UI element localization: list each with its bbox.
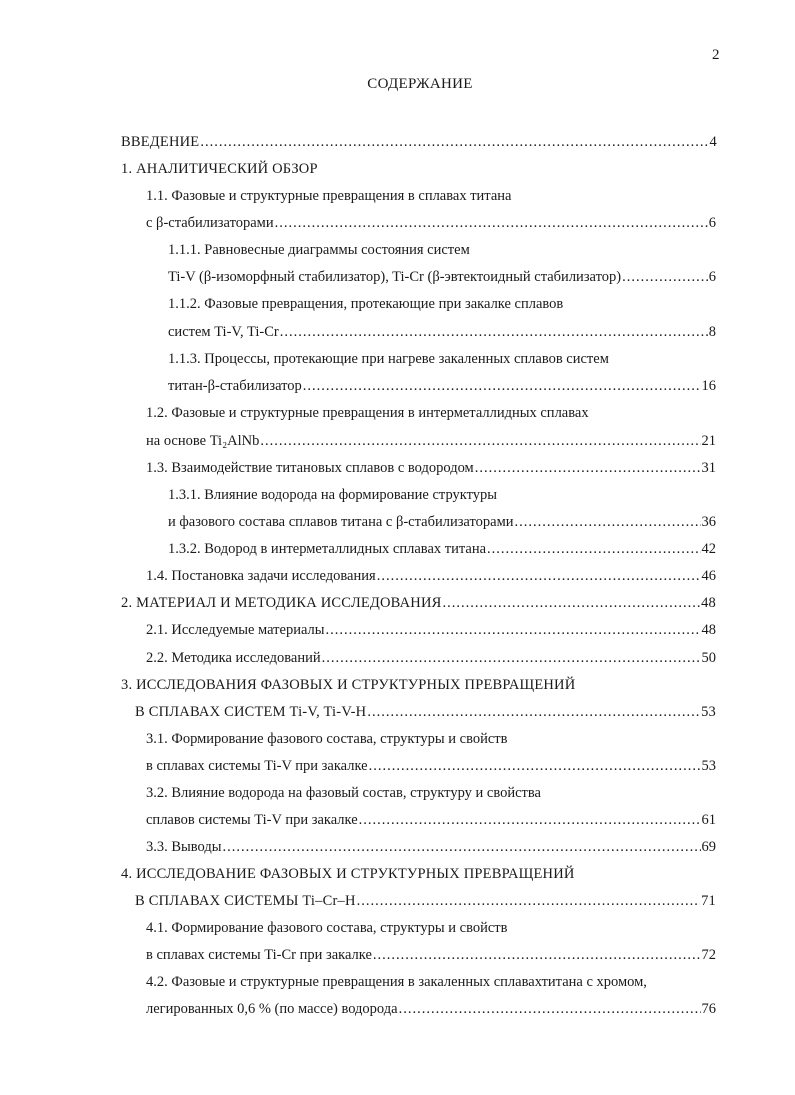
toc-entry-introduction[interactable]	[121, 133, 717, 151]
toc-entry-page: 16	[701, 378, 716, 394]
toc-leader-dots	[275, 214, 708, 232]
toc-entry-4-1-line1[interactable]	[146, 919, 508, 937]
toc-entry-page: 6	[708, 215, 716, 231]
toc-entry-2-1[interactable]	[146, 621, 716, 639]
toc-leader-dots	[487, 540, 700, 558]
toc-entry-text: 1.1. Фазовые и структурные превращения в сплавах титана	[146, 188, 512, 204]
toc-entry-chapter-2[interactable]	[121, 594, 716, 612]
toc-leader-dots	[200, 133, 708, 151]
toc-entry-page: 72	[701, 947, 716, 963]
toc-entry-text: 1.3.2. Водород в интерметаллидных сплавах титана	[168, 541, 487, 557]
toc-entry-3-1-line1[interactable]	[146, 730, 508, 748]
toc-leader-dots	[359, 811, 701, 829]
toc-entry-1-3-1-line2[interactable]	[168, 513, 716, 531]
toc-entry-1-2-line1[interactable]	[146, 404, 589, 422]
toc-leader-dots	[357, 892, 700, 910]
toc-leader-dots	[622, 268, 708, 286]
toc-entry-1-2-line2[interactable]	[146, 432, 716, 450]
toc-entry-text: и фазового состава сплавов титана с β-стабилизаторами	[168, 514, 514, 530]
toc-leader-dots	[367, 703, 700, 721]
page-title: СОДЕРЖАНИЕ	[367, 76, 473, 92]
toc-entry-text: 3.3. Выводы	[146, 839, 222, 855]
toc-entry-3-3[interactable]	[146, 838, 716, 856]
toc-entry-text: 2.2. Методика исследований	[146, 650, 321, 666]
toc-entry-page: 31	[701, 460, 716, 476]
toc-entry-text: ВВЕДЕНИЕ	[121, 134, 200, 150]
toc-leader-dots	[377, 567, 701, 585]
toc-entry-page: 48	[701, 595, 716, 611]
toc-entry-1-1-1-line2[interactable]	[168, 268, 716, 286]
toc-entry-3-2-line2[interactable]	[146, 811, 716, 829]
toc-entry-text: 4.1. Формирование фазового состава, структуры и свойств	[146, 920, 508, 936]
toc-entry-text: Ti-V (β-изоморфный стабилизатор), Ti-Cr (β-эвтектоидный стабилизатор)	[168, 269, 622, 285]
toc-leader-dots	[373, 946, 701, 964]
toc-leader-dots	[326, 621, 701, 639]
toc-leader-dots	[443, 594, 701, 612]
toc-entry-page: 50	[701, 650, 716, 666]
toc-entry-text: 1.1.1. Равновесные диаграммы состояния систем	[168, 242, 470, 258]
toc-entry-4-2-line2[interactable]	[146, 1000, 716, 1018]
toc-entry-text: 1.3.1. Влияние водорода на формирование структуры	[168, 487, 497, 503]
toc-entry-1-3[interactable]	[146, 459, 716, 477]
toc-entry-text: В СПЛАВАХ СИСТЕМ Ti-V, Ti-V-H	[135, 704, 367, 720]
toc-entry-text: 1. АНАЛИТИЧЕСКИЙ ОБЗОР	[121, 161, 318, 177]
toc-entry-text: 3. ИССЛЕДОВАНИЯ ФАЗОВЫХ И СТРУКТУРНЫХ ПРЕВРАЩЕНИЙ	[121, 677, 576, 693]
toc-leader-dots	[369, 757, 701, 775]
toc-entry-1-1-3-line2[interactable]	[168, 377, 716, 395]
toc-entry-text: 1.4. Постановка задачи исследования	[146, 568, 376, 584]
toc-entry-page: 48	[701, 622, 716, 638]
toc-leader-dots	[223, 838, 701, 856]
toc-leader-dots	[303, 377, 701, 395]
toc-leader-dots	[280, 323, 708, 341]
toc-entry-text: титан-β-стабилизатор	[168, 378, 302, 394]
toc-entry-text: 1.1.2. Фазовые превращения, протекающие при закалке сплавов	[168, 296, 564, 312]
toc-entry-text: 3.2. Влияние водорода на фазовый состав, структуру и свойства	[146, 785, 541, 801]
toc-entry-text: с β-стабилизаторами	[146, 215, 274, 231]
toc-entry-text: В СПЛАВАХ СИСТЕМЫ Ti–Cr–H	[135, 893, 356, 909]
toc-entry-text: легированных 0,6 % (по массе) водорода	[146, 1001, 398, 1017]
toc-entry-text: 1.3. Взаимодействие титановых сплавов с водородом	[146, 460, 474, 476]
toc-entry-1-1-line2[interactable]	[146, 214, 716, 232]
toc-entry-page: 21	[701, 433, 716, 449]
toc-entry-page: 42	[701, 541, 716, 557]
toc-entry-page: 53	[701, 704, 716, 720]
toc-entry-text: 1.1.3. Процессы, протекающие при нагреве закаленных сплавов систем	[168, 351, 609, 367]
toc-entry-text: 1.2. Фазовые и структурные превращения в интерметаллидных сплавах	[146, 405, 589, 421]
toc-entry-text: в сплавах системы Ti-V при закалке	[146, 758, 368, 774]
toc-entry-page: 46	[701, 568, 716, 584]
toc-entry-chapter-4-line2[interactable]	[135, 892, 716, 910]
toc-entry-chapter-3-line1[interactable]	[121, 676, 575, 694]
toc-leader-dots	[322, 649, 701, 667]
toc-entry-page: 76	[701, 1001, 716, 1017]
toc-entry-page: 53	[701, 758, 716, 774]
toc-entry-1-1-3-line1[interactable]	[168, 350, 609, 368]
toc-entry-4-2-line1[interactable]	[146, 973, 647, 991]
toc-entry-text: сплавов системы Ti-V при закалке	[146, 812, 358, 828]
toc-entry-3-2-line1[interactable]	[146, 784, 541, 802]
toc-entry-1-4[interactable]	[146, 567, 716, 585]
toc-entry-text: 3.1. Формирование фазового состава, структуры и свойств	[146, 731, 508, 747]
toc-entry-1-1-2-line1[interactable]	[168, 295, 563, 313]
toc-entry-text: в сплавах системы Ti-Cr при закалке	[146, 947, 372, 963]
toc-entry-page: 8	[708, 324, 716, 340]
toc-entry-page: 61	[701, 812, 716, 828]
toc-entry-text: 2.1. Исследуемые материалы	[146, 622, 325, 638]
toc-leader-dots	[260, 432, 700, 450]
toc-entry-chapter-3-line2[interactable]	[135, 703, 716, 721]
toc-entry-text: на основе Ti₂AlNb	[146, 433, 260, 449]
toc-entry-1-3-2[interactable]	[168, 540, 716, 558]
toc-entry-chapter-1[interactable]	[121, 160, 318, 178]
toc-entry-page: 4	[709, 134, 717, 150]
toc-entry-text: 2. МАТЕРИАЛ И МЕТОДИКА ИССЛЕДОВАНИЯ	[121, 595, 442, 611]
toc-entry-text: 4. ИССЛЕДОВАНИЕ ФАЗОВЫХ И СТРУКТУРНЫХ ПРЕВРАЩЕНИЙ	[121, 866, 575, 882]
toc-leader-dots	[515, 513, 701, 531]
page-number: 2	[712, 47, 720, 63]
toc-entry-page: 69	[701, 839, 716, 855]
toc-entry-text: 4.2. Фазовые и структурные превращения в закаленных сплавахтитана с хромом,	[146, 974, 647, 990]
toc-entry-1-3-1-line1[interactable]	[168, 486, 497, 504]
toc-entry-4-1-line2[interactable]	[146, 946, 716, 964]
toc-entry-page: 71	[701, 893, 716, 909]
toc-entry-page: 6	[708, 269, 716, 285]
toc-entry-2-2[interactable]	[146, 649, 716, 667]
toc-entry-1-1-line1[interactable]	[146, 187, 511, 205]
toc-entry-chapter-4-line1[interactable]	[121, 865, 575, 883]
toc-leader-dots	[475, 459, 701, 477]
toc-entry-text: систем Ti-V, Ti-Cr	[168, 324, 279, 340]
toc-entry-3-1-line2[interactable]	[146, 757, 716, 775]
toc-entry-1-1-2-line2[interactable]	[168, 323, 716, 341]
toc-entry-page: 36	[701, 514, 716, 530]
toc-leader-dots	[399, 1000, 701, 1018]
toc-entry-1-1-1-line1[interactable]	[168, 241, 470, 259]
